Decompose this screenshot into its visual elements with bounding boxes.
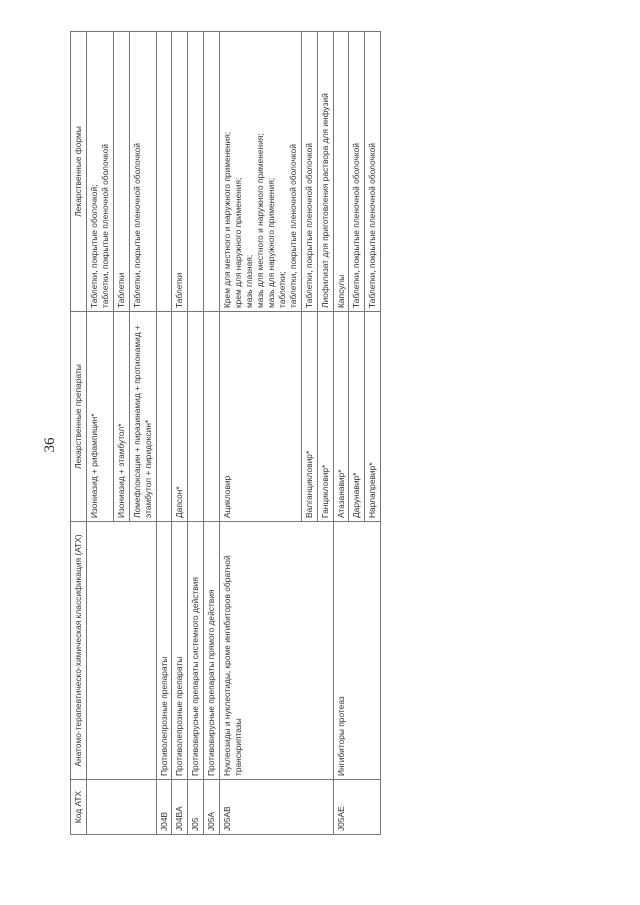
cell-classification: Противовирусные препараты прямого действия	[204, 522, 220, 780]
form-line: Таблетки, покрытые оболочкой;	[88, 184, 99, 308]
form-line: крем для наружного применения;	[233, 177, 244, 308]
form-line: таблетки, покрытые пленочной оболочкой	[99, 144, 110, 308]
header-drugs: Лекарственные препараты	[71, 312, 87, 522]
table-row	[86, 32, 113, 835]
cell-code	[86, 780, 156, 835]
cell-forms	[172, 32, 188, 312]
cell-drug: Ацикловир	[220, 312, 301, 522]
cell-forms	[365, 32, 381, 312]
cell-drug: Изониазид + этамбутол*	[113, 312, 129, 522]
cell-forms	[129, 32, 156, 312]
cell-classification	[86, 522, 156, 780]
form-line: Таблетки	[115, 272, 126, 308]
form-line: Таблетки, покрытые пленочной оболочкой	[131, 143, 142, 308]
cell-code: J05	[188, 780, 204, 835]
form-line: мазь для местного и наружного применения;	[254, 133, 265, 308]
form-line: Таблетки, покрытые пленочной оболочкой	[367, 143, 378, 308]
cell-forms	[301, 32, 317, 312]
cell-drug	[188, 312, 204, 522]
header-forms: Лекарственные формы	[71, 32, 87, 312]
cell-classification: Противолепрозные препараты	[156, 522, 172, 780]
cell-code: J04BA	[172, 780, 188, 835]
cell-drug: Валганцикловир*	[301, 312, 317, 522]
header-classification: Анатомо-терапевтическо-химическая классификация (АТХ)	[71, 522, 87, 780]
table-row	[156, 32, 172, 835]
form-line: таблетки;	[276, 271, 287, 308]
form-line: мазь для наружного применения;	[265, 177, 276, 308]
cell-drug: Дапсон*	[172, 312, 188, 522]
cell-drug: Ганцикловир*	[317, 312, 333, 522]
table-row	[188, 32, 204, 835]
table-row	[172, 32, 188, 835]
table-row	[333, 32, 349, 835]
cell-forms	[317, 32, 333, 312]
form-line: Капсулы	[335, 274, 346, 308]
drug-table	[70, 31, 381, 835]
cell-forms	[86, 32, 113, 312]
cell-forms	[188, 32, 204, 312]
table-row	[204, 32, 220, 835]
table-header-row	[71, 32, 87, 835]
cell-drug: Атазанавир*	[333, 312, 349, 522]
cell-drug: Изониазид + рифампицин*	[86, 312, 113, 522]
form-line: Таблетки, покрытые пленочной оболочкой	[351, 143, 362, 308]
cell-forms	[113, 32, 129, 312]
cell-forms	[349, 32, 365, 312]
cell-classification: Ингибиторы протеаз	[333, 522, 381, 780]
rotated-page-content	[70, 60, 560, 835]
cell-classification: Противолепрозные препараты	[172, 522, 188, 780]
page-number: 36	[42, 437, 58, 453]
cell-forms	[156, 32, 172, 312]
cell-drug: Ломефлоксацин + пиразинамид + протионамид + этамбутол + пиридоксин*	[129, 312, 156, 522]
cell-classification: Нуклеозиды и нуклеотиды, кроме ингибиторов обратной транскриптазы	[220, 522, 333, 780]
form-line: таблетки, покрытые пленочной оболочкой	[287, 144, 298, 308]
cell-code: J05AB	[220, 780, 333, 835]
form-line: Таблетки	[174, 272, 185, 308]
form-line: мазь глазная;	[244, 254, 255, 308]
cell-code: J05AE	[333, 780, 381, 835]
cell-forms	[333, 32, 349, 312]
header-code: Код АТХ	[71, 780, 87, 835]
form-line: Лиофилизат для приготовления раствора для инфузий	[319, 93, 330, 308]
cell-drug: Дарунавир*	[349, 312, 365, 522]
cell-drug: Нарлапревир*	[365, 312, 381, 522]
table-row	[220, 32, 301, 835]
cell-code: J05A	[204, 780, 220, 835]
cell-forms	[204, 32, 220, 312]
form-line: Таблетки, покрытые пленочной оболочкой	[303, 143, 314, 308]
cell-classification: Противовирусные препараты системного действия	[188, 522, 204, 780]
cell-code: J04B	[156, 780, 172, 835]
cell-drug	[156, 312, 172, 522]
cell-drug	[204, 312, 220, 522]
cell-forms	[220, 32, 301, 312]
form-line: Крем для местного и наружного применения;	[222, 131, 233, 308]
